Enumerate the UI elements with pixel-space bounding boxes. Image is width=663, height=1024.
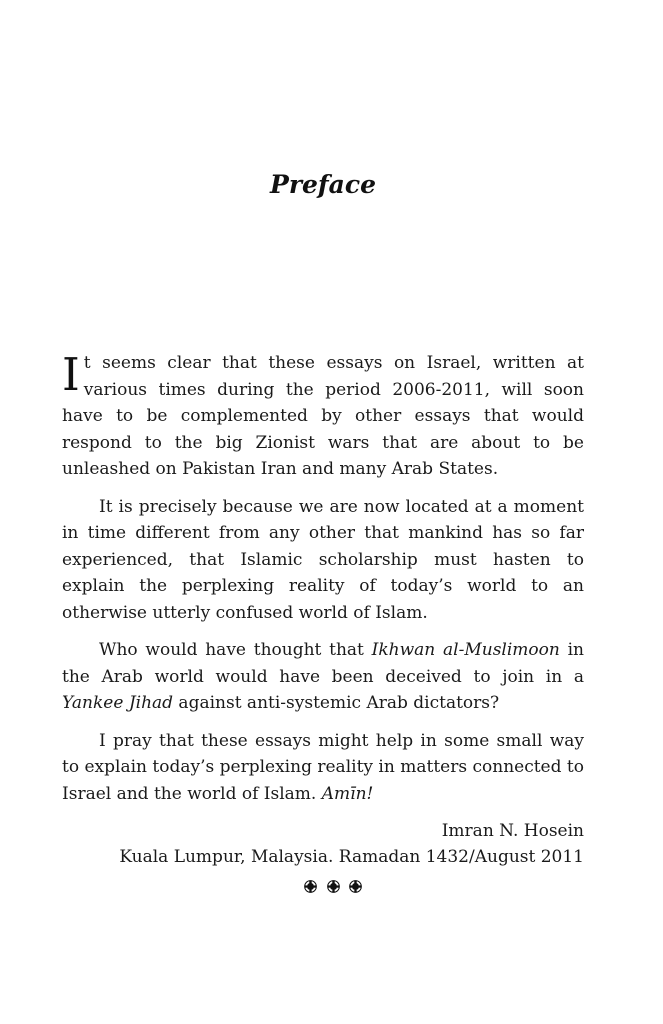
flower-ornament-icon <box>327 877 340 890</box>
paragraph-1-text: t seems clear that these essays on Israel, written at various times during the period 2006-2011, will soon have to be complemented by other essays that would respond to the big Zionist wars that are about to be unleashed on Pakistan Iran and many Arab States. <box>62 353 584 479</box>
yankee-jihad-italic: Yankee Jihad <box>62 693 174 713</box>
paragraph-3-part-2: in the Arab world would have been deceived to join in a <box>62 640 584 687</box>
flower-ornament-icon <box>349 877 362 890</box>
ikhwan-italic: Ikhwan al-Muslimoon <box>371 640 560 660</box>
paragraph-1 <box>62 350 584 483</box>
paragraph-3 <box>62 637 584 717</box>
paragraph-3-part-1: Who would have thought that <box>99 640 372 660</box>
ornament-divider <box>62 872 584 894</box>
paragraph-4-text: I pray that these essays might help in some small way to explain today’s perplexing reality in matters connected to Israel and the world of Islam. <box>62 730 584 804</box>
flower-ornament-icon <box>304 877 317 890</box>
drop-cap: I <box>62 348 80 401</box>
page-title: Preface <box>270 170 376 199</box>
preface-body <box>62 350 584 894</box>
author-name: Imran N. Hosein <box>441 821 584 841</box>
signature-block <box>62 818 584 870</box>
amin-italic: Amīn! <box>321 783 374 804</box>
paragraph-2: It is precisely because we are now located at a moment in time different from any other that mankind has so far experienced, that Islamic scholarship must hasten to explain the perplexing reality of today’s world to an otherwise utterly confused world of Islam. <box>62 496 584 623</box>
paragraph-3-part-3: against anti-systemic Arab dictators? <box>173 693 500 713</box>
place-and-date: Kuala Lumpur, Malaysia. Ramadan 1432/August 2011 <box>119 847 584 867</box>
paragraph-4 <box>62 728 584 808</box>
